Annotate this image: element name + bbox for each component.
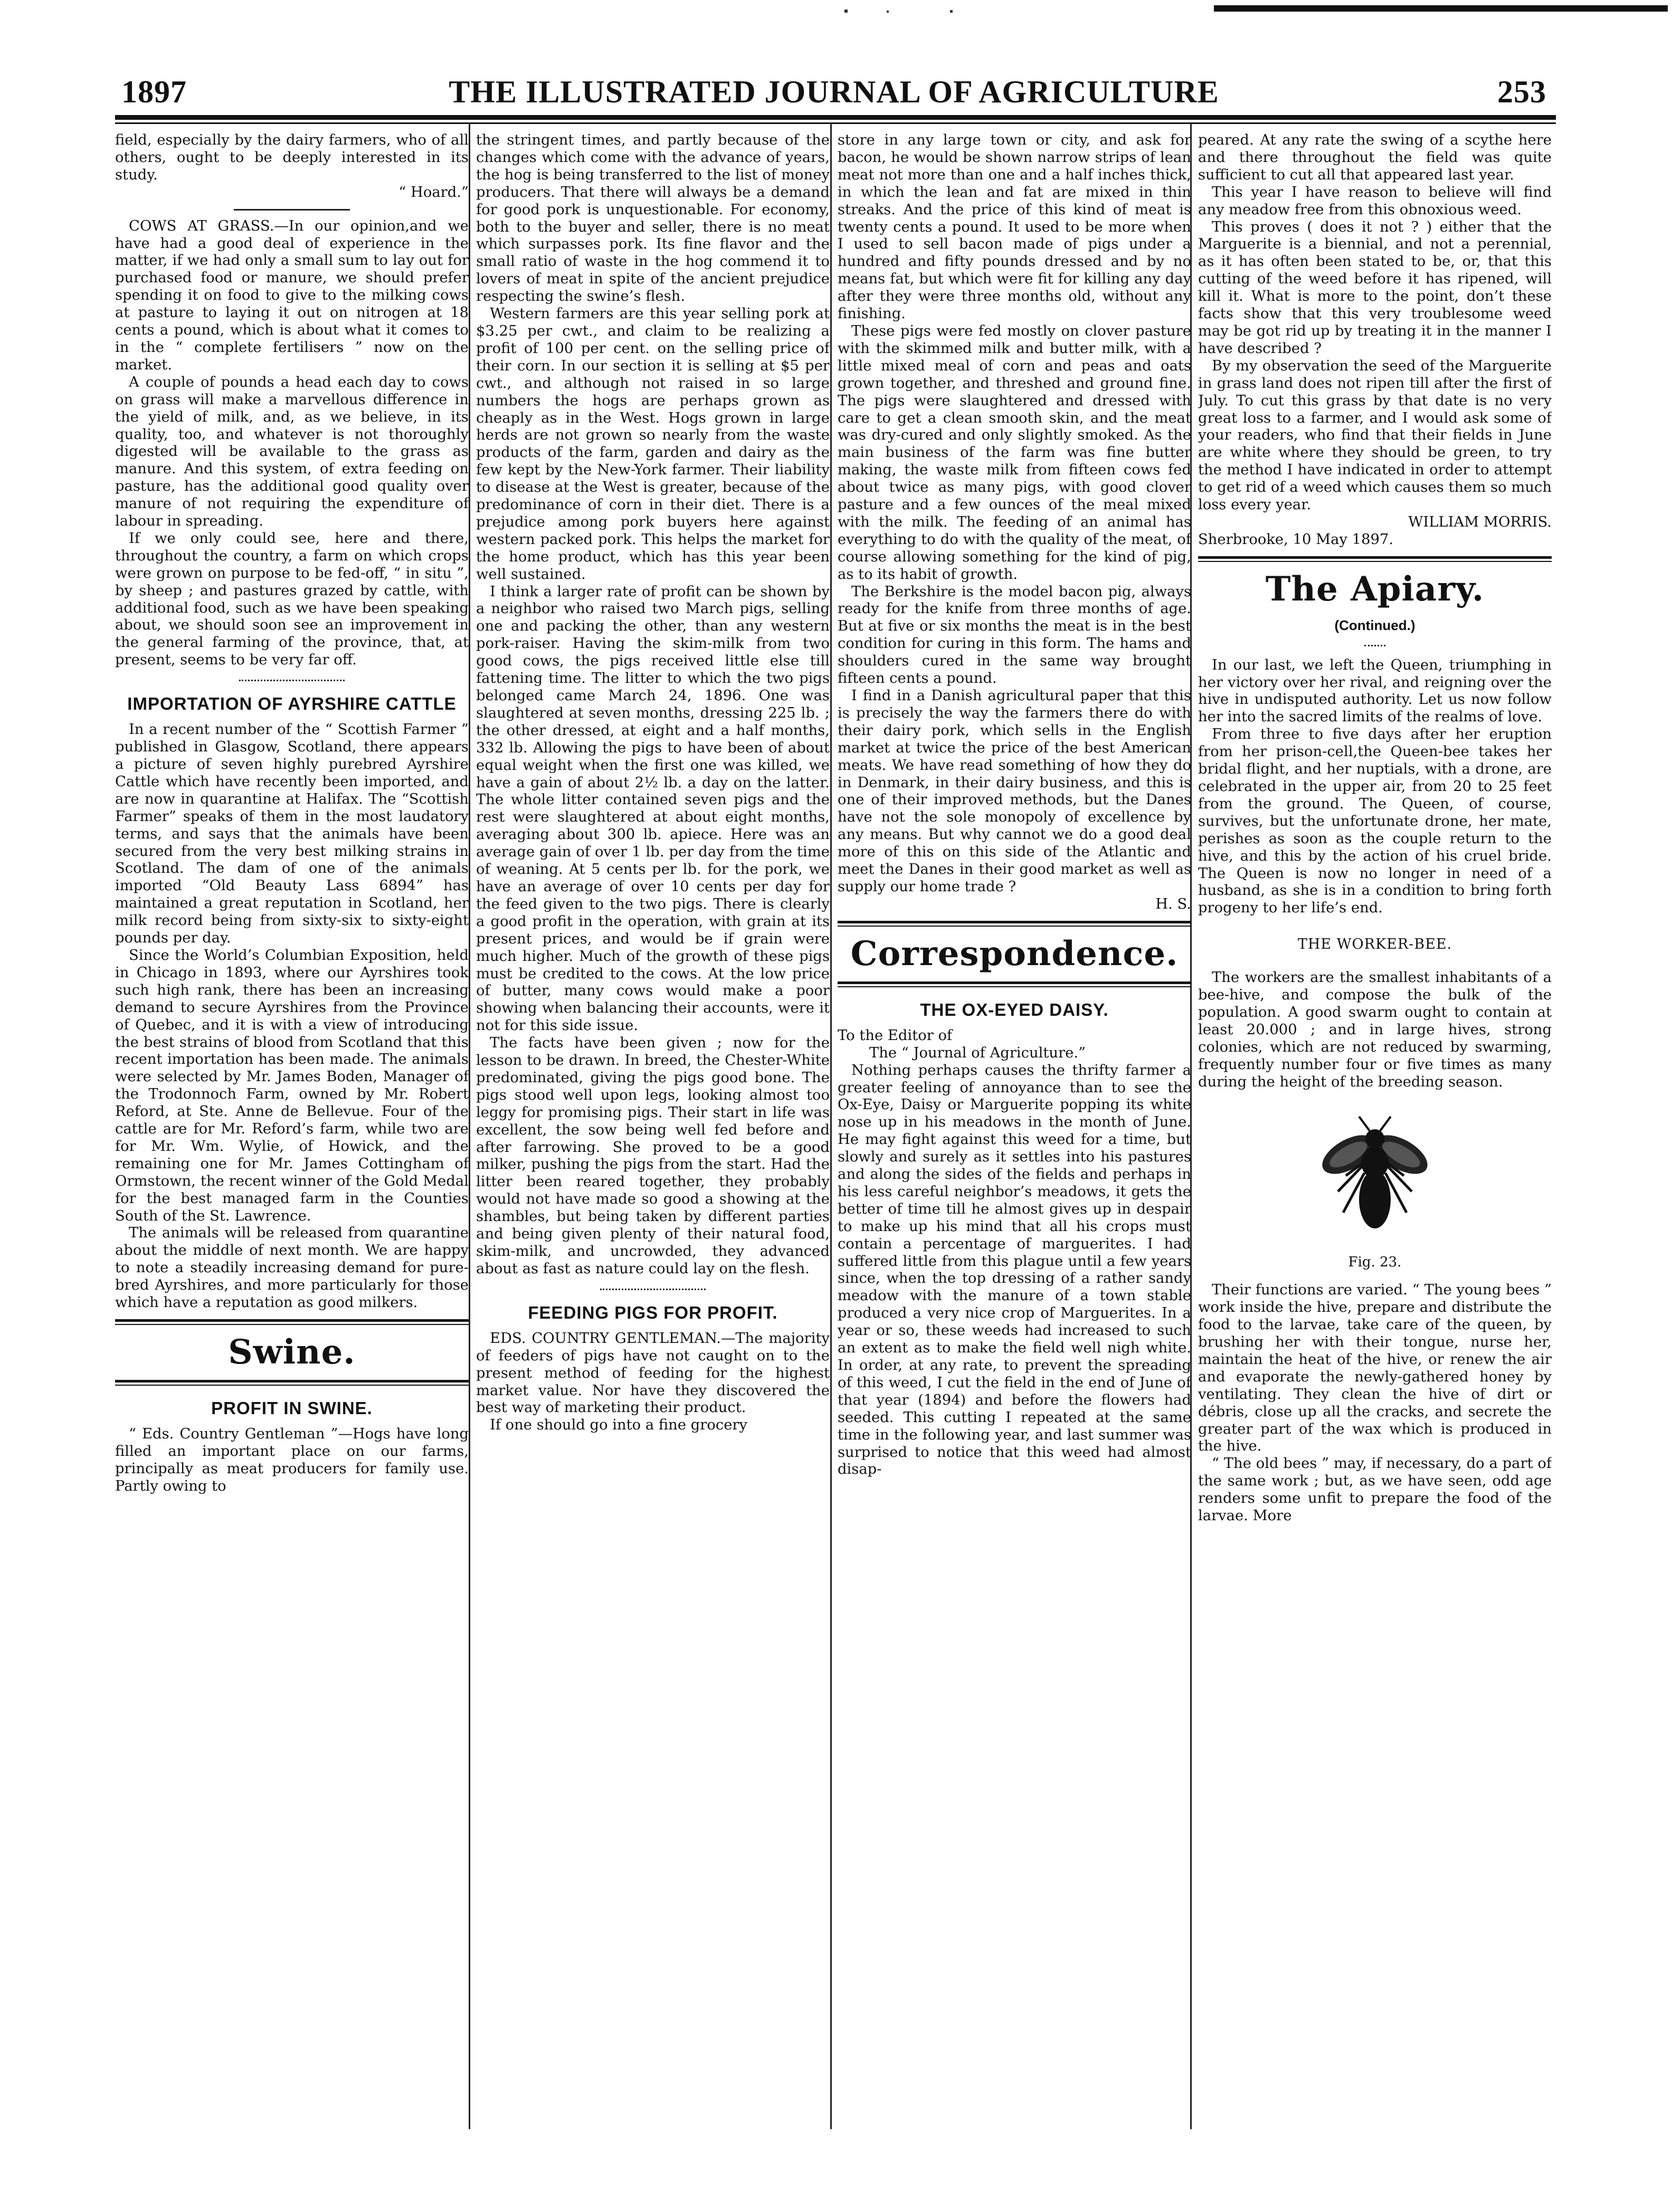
column-divider (830, 124, 832, 2129)
article-heading: IMPORTATION OF AYRSHIRE CATTLE (127, 694, 457, 714)
paragraph: Western farmers are this year selling pork at $3.25 per cwt., and claim to be realizing a profit of 100 per cent. on the selling price of their corn. In our section it is selling at $5 per cwt., and although not raised in so large numbers the hogs are perhaps grown as cheaply as in the West. Hogs grown in large herds are not grown so nearly from the waste products of the farm, garden and dairy as the few kept by the New-York farmer. Their liability to disease at the West is greater, because of the predominance of corn in their diet. There is a prejudice among pork buyers here against western packed pork. This helps the market for the home product, which has this year been well sustained. (476, 306, 830, 583)
paragraph: The Berkshire is the model bacon pig, always ready for the knife from three months of age. But at five or six months the meat is in the best condition for curing in this form. The hams and shoulders cured in the same way brought fifteen cents a pound. (838, 583, 1191, 687)
header-rule-thin (115, 122, 1556, 124)
paragraph: store in any large town or city, and ask for bacon, he would be shown narrow strips of lean meat not more than one and a half inches thick, in which the lean and fat are mixed in thin streaks. And the price of this kind of meat is twenty cents a pound. It used to be more when I used to sell bacon made of pigs under a hundred and fifty pounds dressed and by no means fat, but which were fit for killing any day after they were three months old, without any finishing. (838, 132, 1191, 322)
dateline: Sherbrooke, 10 May 1897. (1198, 531, 1394, 548)
section-rule (838, 921, 1191, 927)
page-number: 253 (1497, 74, 1546, 109)
paragraph: The workers are the smallest inhabitants of a bee-hive, and compose the bulk of the population. A good swarm ought to contain at least 20.000 ; and in large hives, strong colonies, which are not reduced by swarming, frequently number four or five times as many during the height of the breeding season. (1198, 969, 1552, 1090)
subheading: THE WORKER-BEE. (1297, 936, 1452, 953)
worker-bee-illustration (1198, 1112, 1552, 1244)
column-1 (115, 132, 469, 2127)
section-rule (115, 1380, 469, 1386)
salutation: The “ Journal of Agriculture.” (869, 1044, 1086, 1061)
paragraph: The facts have been given ; now for the lesson to be drawn. In breed, the Chester-White predominated, giving the pigs good bone. The pigs stood well upon legs, looking almost too leggy for promising pigs. Their start in life was excellent, the sow being well fed before and after farrowing. She proved to be a good milker, pushing the pigs from the start. Had the litter been reared together, they probably would not have made so good a showing at the shambles, but being taken by different parties and being given plenty of their natural food, skim-milk, and uncrowded, they advanced about as fast as nature could lay on the flesh. (476, 1035, 830, 1277)
divider (600, 1289, 706, 1290)
paragraph: The animals will be released from quarantine about the middle of next month. We are happy to note a steadily increasing demand for pure-bred Ayrshires, and more particularly for those which have a reputation as good milkers. (115, 1225, 469, 1311)
paragraph: If we only could see, here and there, throughout the country, a farm on which crops were grown on purpose to be fed-off, “ in situ ”, by sheep ; and pastures grazed by cattle, with additional food, such as we have been speaking about, we should soon see an improvement in the general farming of the province, that, at present, seems to be very far off. (115, 530, 469, 669)
page-header (121, 74, 1546, 116)
article-heading: FEEDING PIGS FOR PROFIT. (528, 1302, 778, 1322)
paragraph: In a recent number of the “ Scottish Farmer ” published in Glasgow, Scotland, there appears a picture of seven highly purebred Ayrshire Cattle which have recently been imported, and are now in quarantine at Halifax. The “Scottish Farmer” speaks of them in the most laudatory terms, and says that the animals have been secured from the very best milking strains in Scotland. The dam of one of the animals imported “Old Beauty Lass 6894” has maintained a great reputation in Scotland, her milk record being from sixty-six to sixty-eight pounds per day. (115, 721, 469, 947)
paragraph: “ The old bees ” may, if necessary, do a part of the same work ; but, as we have seen, odd age renders some unfit to prepare the food of the larvae. More (1198, 1455, 1552, 1524)
divider (234, 209, 350, 211)
paragraph: peared. At any rate the swing of a scythe here and there throughout the field was quite sufficient to cut all that appeared last year. (1198, 132, 1552, 183)
paragraph: the stringent times, and partly because of the changes which come with the advance of years, the hog is being transferred to the list of money producers. That there will always be a demand for good pork is unquestionable. For economy, both to the buyer and seller, there is no meat which surpasses pork. Its fine flavor and the small ratio of waste in the hog commend it to lovers of meat in spite of the ancient prejudice respecting the swine’s flesh. (476, 132, 830, 305)
paragraph: I think a larger rate of profit can be shown by a neighbor who raised two March pigs, selling one and packing the other, than any western pork-raiser. Having the skim-milk from two good cows, the pigs received little else till fattening time. The litter to which the two pigs belonged came March 24, 1896. One was slaughtered at seven months, dressing 225 lb. ; the other dressed, at eight and a half months, 332 lb. Allowing the pigs to have been of about equal weight when the first one was killed, we have a gain of about 2½ lb. a day on the latter. The whole litter contained seven pigs and the rest were slaughtered at about eight months, averaging about 300 lb. apiece. Here was an average gain of over 1 lb. per day from the time of weaning. At 5 cents per lb. for the pork, we have an average of over 10 cents per day for the feed given to the two pigs. There is clearly a good profit in the operation, with grain at its present prices, and would be if grain were much higher. Much of the growth of these pigs must be credited to the cows. At the low price of butter, many cows would make a poor showing when balancing their accounts, were it not for this side issue. (476, 583, 830, 1034)
paragraph: Nothing perhaps causes the thrifty farmer a greater feeling of annoyance than to see the Ox-Eye, Daisy or Marguerite popping its white nose up in his meadows in the month of June. He may fight against this weed for a time, but slowly and surely as it settles into his pastures and along the sides of the fields and perhaps in his less careful neighbor’s meadows, it gets the better of time till he almost gives up in despair to make up his mind that all his crops must contain a percentage of marguerites. I had suffered little from this plague until a few years since, when the top dressing of a rather sandy meadow with the manure of a town stable produced a very nice crop of Marguerites. In a year or so, these weeds had increased to such an extent as to make the field well nigh white. In order, at any rate, to prevent the spreading of this weed, I cut the field in the end of June of that year (1894) and before the flowers had seeded. This cutting I repeated at the same time in the following year, and last summer was surprised to notice that this weed had almost disap- (838, 1062, 1191, 1478)
paragraph: These pigs were fed mostly on clover pasture with the skimmed milk and butter milk, with a little mixed meal of corn and peas and oats grown together, and threshed and ground fine. The pigs were slaughtered and dressed with care to get a clean smooth skin, and the meat was dry-cured and only slightly smoked. As the main business of the farm was fine butter making, the waste milk from fifteen cows fed about twice as many pigs, with good clover pasture and a few ounces of the meal mixed with the milk. The feeding of an animal has everything to do with the quality of the meat, of course allowing something for the kind of pig, as to its habit of growth. (838, 322, 1191, 583)
journal-title: THE ILLUSTRATED JOURNAL OF AGRICULTURE (449, 74, 1219, 109)
signature: WILLIAM MORRIS. (1408, 513, 1552, 530)
paragraph: This year I have reason to believe will find any meadow free from this obnoxious weed. (1198, 184, 1552, 218)
divider (239, 680, 345, 681)
column-3 (838, 132, 1191, 2127)
article-heading: PROFIT IN SWINE. (211, 1398, 373, 1418)
header-year: 1897 (121, 74, 187, 109)
signature: H. S. (1155, 895, 1191, 912)
section-rule (1198, 556, 1552, 562)
header-rule (115, 115, 1556, 120)
column-2 (476, 132, 830, 2127)
top-edge-scan-artifact (633, 4, 1668, 16)
paragraph: “ Eds. Country Gentleman ”—Hogs have long filled an important place on our farms, principally as meat producers for family use. Partly owing to (115, 1426, 469, 1494)
continued-label: (Continued.) (1334, 617, 1416, 633)
section-rule (838, 981, 1191, 987)
paragraph: EDS. COUNTRY GENTLEMAN.—The majority of feeders of pigs have not caught on to the present method of feeding for the highest market value. Nor have they discovered the best way of marketing their product. (476, 1330, 830, 1416)
section-title: Correspondence. (850, 933, 1179, 974)
column-divider (469, 124, 470, 2129)
section-title: Swine. (228, 1332, 356, 1372)
paragraph: From three to five days after her eruption from her prison-cell,the Queen-bee takes her bridal flight, and her nuptials, with a drone, are celebrated in the upper air, from 20 to 25 feet from the ground. The Queen, of course, survives, but the unfortunate drone, her mate, perishes as soon as the couple return to the hive, and this by the action of his cruel bride. The Queen is now no longer in need of a husband, as she is in a condition to bring forth progeny to her life’s end. (1198, 726, 1552, 917)
figure-caption: Fig. 23. (1348, 1254, 1402, 1271)
divider (1364, 645, 1385, 646)
paragraph: Since the World’s Columbian Exposition, held in Chicago in 1893, where our Ayrshires took such high rank, there has been an increasing demand to secure Ayrshires from the Province of Quebec, and it is with a view of introducing the best strains of blood from Scotland that this recent importation has been made. The animals were selected by Mr. James Boden, Manager of the Trodonnoch Farm, owned by Mr. Robert Reford, at Ste. Anne de Bellevue. Four of the cattle are for Mr. Reford’s farm, while two are for Mr. Wm. Wylie, of Howick, and the remaining one for Mr. James Cottingham of Ormstown, the recent winner of the Gold Medal for the best managed farm in the Counties South of the St. Lawrence. (115, 947, 469, 1224)
paragraph: In our last, we left the Queen, triumphing in her victory over her rival, and reigning over the hive in undisputed authority. Let us now follow her into the sacred limits of the realms of love. (1198, 656, 1552, 726)
column-4 (1198, 132, 1552, 2127)
signature: “ Hoard.” (398, 184, 469, 201)
section-rule (115, 1319, 469, 1325)
bee-icon (1317, 1112, 1433, 1239)
section-title: The Apiary. (1265, 569, 1485, 609)
salutation: To the Editor of (838, 1027, 953, 1044)
paragraph: field, especially by the dairy farmers, who of all others, ought to be deeply interested in its study. (115, 132, 469, 183)
article-heading: THE OX-EYED DAISY. (920, 999, 1109, 1019)
paragraph: By my observation the seed of the Marguerite in grass land does not ripen till after the first of July. To cut this grass by that date is no very great loss to a farmer, and I would ask some of your readers, who find that their fields in June are white where they should be green, to try the method I have indicated in order to attempt to get rid of a weed which causes them so much loss every year. (1198, 357, 1552, 513)
paragraph: A couple of pounds a head each day to cows on grass will make a marvellous difference in the yield of milk, and, as we believe, in its quality, too, and whatever is not thoroughly digested will be available to the grass as manure. And this system, of extra feeding on pasture, has the additional good quality over manure of not requiring the expenditure of labour in spreading. (115, 374, 469, 530)
paragraph: If one should go into a fine grocery (490, 1417, 747, 1434)
paragraph: Their functions are varied. “ The young bees ” work inside the hive, prepare and distribute the food to the larvae, take care of the queen, by brushing her with their tongue, nurse her, maintain the heat of the hive, or renew the air and evaporate the newly-gathered honey by ventilating. They clean the hive of dirt or débris, close up all the cracks, and secrete the greater part of the wax which is produced in the hive. (1198, 1282, 1552, 1455)
paragraph: I find in a Danish agricultural paper that this is precisely the way the farmers there do with their dairy pork, which sells in the English market at twice the price of the best American meats. We have read something of how they do in Denmark, in their dairy business, and this is one of their improved methods, but the Danes have not the sole monopoly of excellence by any means. But why cannot we do a good deal more of this on this side of the Atlantic and meet the Danes in their good market as well as supply our home trade ? (838, 688, 1191, 895)
paragraph: This proves ( does it not ? ) either that the Marguerite is a biennial, and not a perennial, as it has often been stated to be, or, that this cutting of the weed before it has ripened, will kill it. What is more to the point, don’t these facts show that this very troublesome weed may be got rid up by treating it in the manner I have described ? (1198, 218, 1552, 357)
paragraph: COWS AT GRASS.—In our opinion,and we have had a good deal of experience in the matter, if we had only a small sum to lay out for purchased food or manure, we should prefer spending it on food to give to the milking cows at pasture to laying it out on nitrogen at 18 cents a pound, which is about what it comes to in the “ complete fertilisers ” now on the market. (115, 217, 469, 373)
